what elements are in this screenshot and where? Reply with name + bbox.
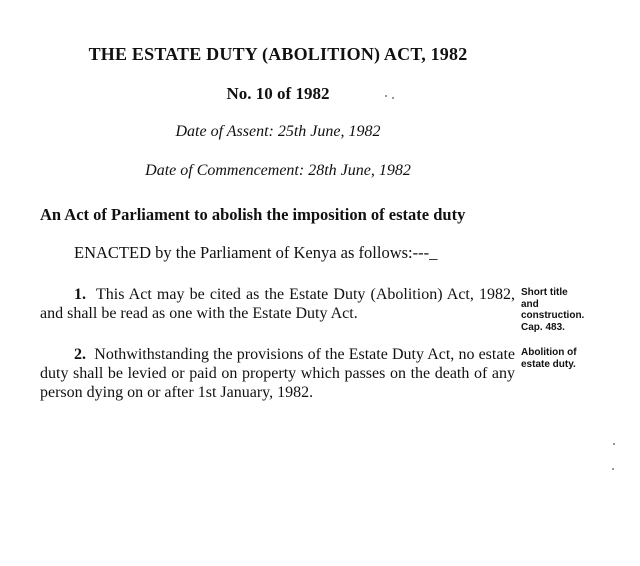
assent-label: Date of Assent <box>175 123 269 140</box>
scan-speck <box>612 468 614 470</box>
scan-speck <box>613 443 615 445</box>
section-text: Nothwithstanding the provisions of the Estate Duty Act, no estate duty shall be levied or paid on property which passes on the death of any person dying on or after 1st January, 1982. <box>40 346 516 401</box>
section-2 <box>40 345 515 402</box>
section-1 <box>40 285 515 323</box>
section-text: This Act may be cited as the Estate Duty (Abolition) Act, 1982, and shall be read as one with the Estate Duty Act. <box>40 286 515 322</box>
scan-speck <box>392 97 394 99</box>
section-number: 2. <box>74 346 86 363</box>
commencement-date: 28th June, 1982 <box>308 162 411 179</box>
act-title: THE ESTATE DUTY (ABOLITION) ACT, 1982 <box>88 44 468 64</box>
act-number: No. 10 of 1982 <box>226 84 330 103</box>
marginal-reference-cap: Cap. 483. <box>521 322 565 333</box>
commencement-label: Date of Commencement <box>145 162 299 179</box>
scan-speck <box>385 95 387 97</box>
assent-date: 25th June, 1982 <box>277 123 381 140</box>
long-title: An Act of Parliament to abolish the imposition of estate duty <box>40 205 466 224</box>
marginal-note-section-2: Abolition of estate duty. <box>521 347 577 370</box>
date-of-assent: Date of Assent: 25th June, 1982 <box>175 123 381 140</box>
date-of-commencement: Date of Commencement: 28th June, 1982 <box>145 162 411 179</box>
marginal-note-section-1: Short title and construction. <box>521 287 585 321</box>
section-number: 1. <box>74 286 86 303</box>
enacting-formula: ENACTED by the Parliament of Kenya as follows:---_ <box>74 243 438 262</box>
